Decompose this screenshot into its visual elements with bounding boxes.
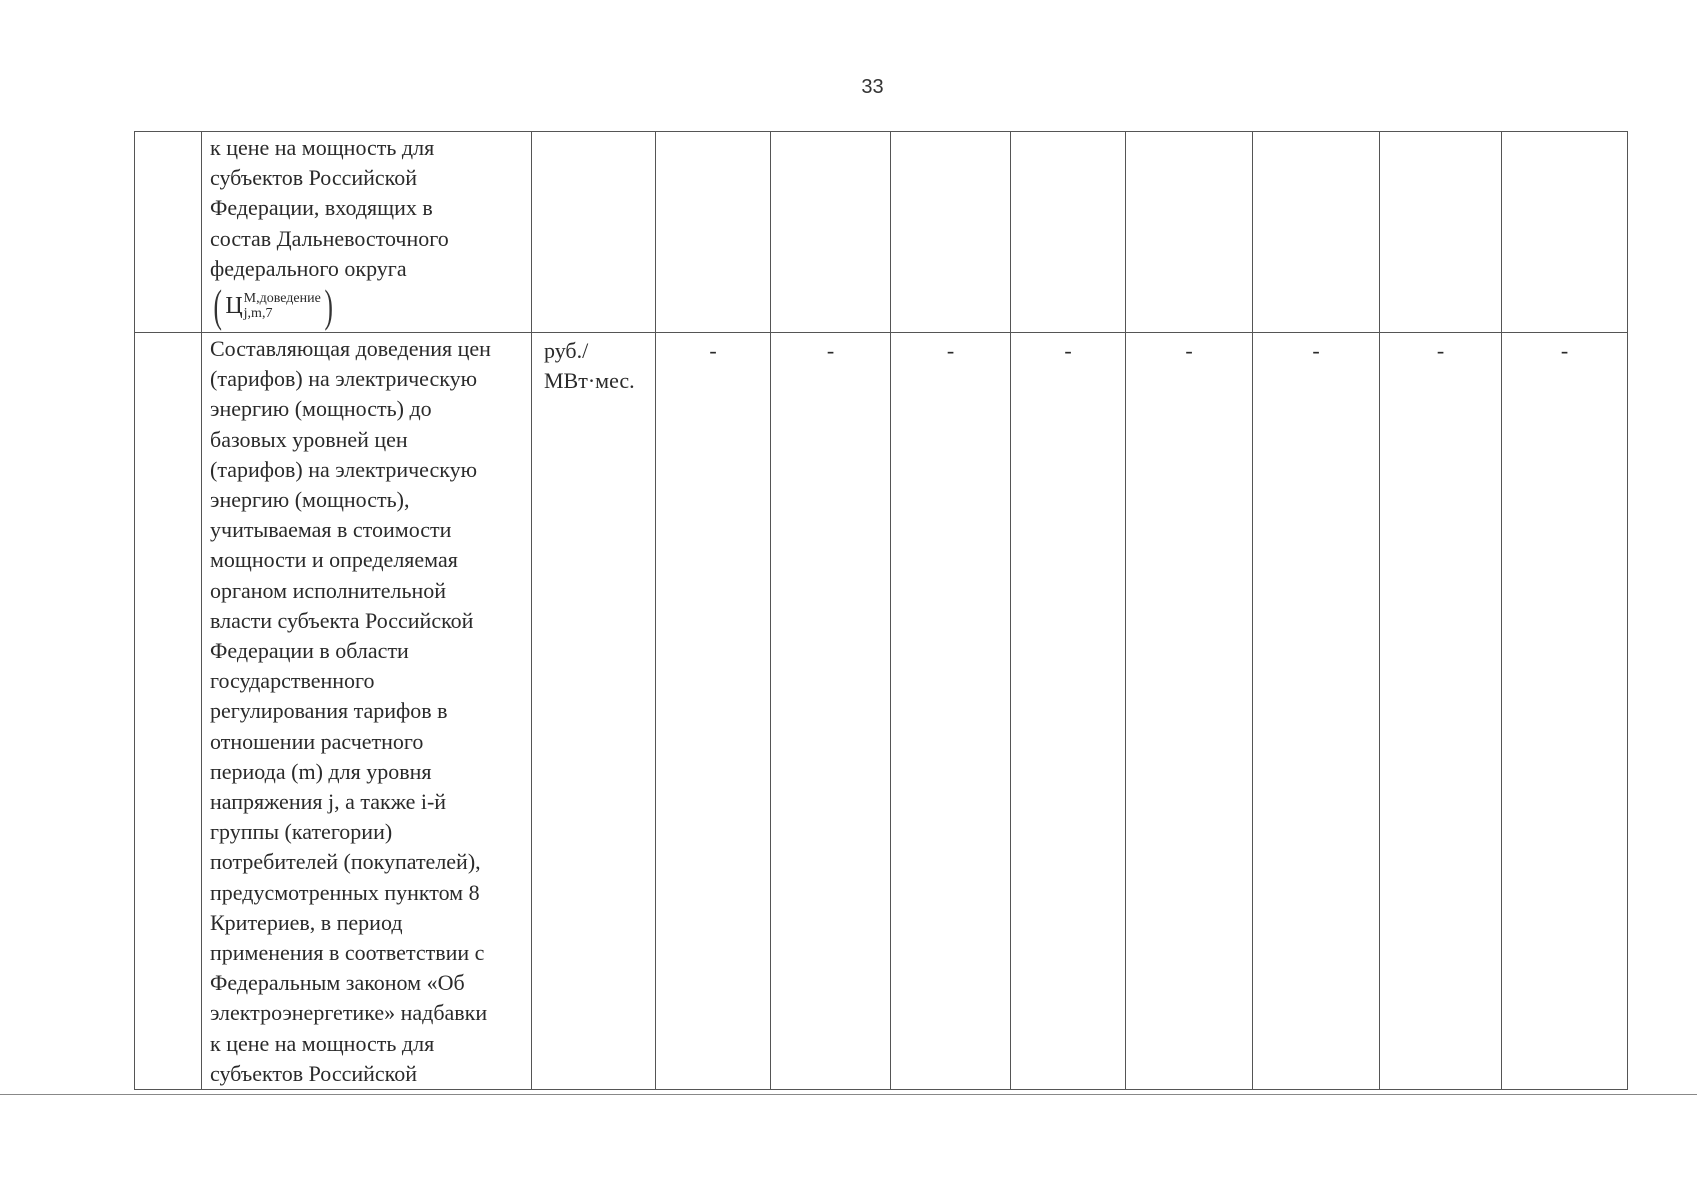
description-line: к цене на мощность для	[210, 135, 435, 160]
value-cell	[1126, 132, 1253, 333]
formula-symbol: Ц	[225, 292, 243, 319]
description-line: применения в соответствии с	[210, 940, 485, 966]
formula-indices	[244, 291, 321, 321]
paren-right-icon: )	[324, 280, 333, 332]
paren-left-icon: (	[213, 280, 222, 332]
description-line: Составляющая доведения цен	[210, 336, 491, 361]
formula-superscript: М,доведение	[243, 291, 321, 307]
description-cell	[202, 132, 532, 333]
description-line: учитываемая в стоимости	[210, 517, 452, 543]
description-line: группы (категории)	[210, 819, 393, 845]
row-number-cell	[135, 333, 202, 1090]
value-cell	[771, 132, 891, 333]
tariff-table	[134, 131, 1628, 1090]
description-line: государственного	[210, 668, 375, 694]
description-cell	[202, 333, 532, 1090]
description-line: напряжения j, а также i-й	[210, 789, 447, 815]
unit-cell	[532, 333, 656, 1090]
description-line: предусмотренных пунктом 8	[210, 879, 480, 905]
formula	[210, 280, 336, 332]
value-cell: -	[1011, 333, 1126, 1090]
description-line: субъектов Российской	[210, 165, 418, 191]
description-line: органом исполнительной	[210, 577, 447, 603]
value-cell: -	[891, 333, 1011, 1090]
description-line: (тарифов) на электрическую	[210, 456, 478, 482]
description-line: Федерации, входящих в	[210, 195, 433, 221]
value-cell	[1380, 132, 1502, 333]
description-line: Федеральным законом «Об	[210, 970, 465, 996]
description-line: состав Дальневосточного	[210, 225, 449, 251]
value-cell	[891, 132, 1011, 333]
table-row	[135, 132, 1628, 333]
description-line: электроэнергетике» надбавки	[210, 1000, 488, 1026]
value-cell: -	[1502, 333, 1628, 1090]
description-line: периода (m) для уровня	[210, 758, 432, 784]
formula-subscript: j,m,7	[243, 306, 273, 322]
description-line: власти субъекта Российской	[210, 607, 474, 633]
description-line: к цене на мощность для	[210, 1030, 435, 1056]
value-cell	[1011, 132, 1126, 333]
description-line: базовых уровней цен	[210, 426, 408, 452]
description-line: мощности и определяемая	[210, 547, 458, 573]
table-row	[135, 333, 1628, 1090]
page-number: 33	[861, 76, 884, 98]
unit-cell	[532, 132, 656, 333]
unit-line: МВт·мес.	[544, 368, 635, 393]
value-cell	[656, 132, 771, 333]
value-cell: -	[771, 333, 891, 1090]
description-line: Федерации в области	[210, 638, 409, 664]
value-cell: -	[1380, 333, 1502, 1090]
unit-line: руб./	[544, 338, 589, 363]
description-line: субъектов Российской	[210, 1060, 418, 1086]
description-line: (тарифов) на электрическую	[210, 366, 478, 392]
value-cell: -	[656, 333, 771, 1090]
value-cell	[1502, 132, 1628, 333]
description-line: регулирования тарифов в	[210, 698, 448, 724]
row-number-cell	[135, 132, 202, 333]
description-line: энергию (мощность) до	[210, 396, 432, 422]
description-line: Критериев, в период	[210, 909, 403, 935]
description-line: потребителей (покупателей),	[210, 849, 481, 875]
page-bottom-divider	[0, 1094, 1697, 1095]
description-line: федерального округа	[210, 255, 407, 281]
value-cell: -	[1126, 333, 1253, 1090]
description-line: энергию (мощность),	[210, 487, 410, 513]
value-cell	[1253, 132, 1380, 333]
description-line: отношении расчетного	[210, 728, 424, 754]
value-cell: -	[1253, 333, 1380, 1090]
